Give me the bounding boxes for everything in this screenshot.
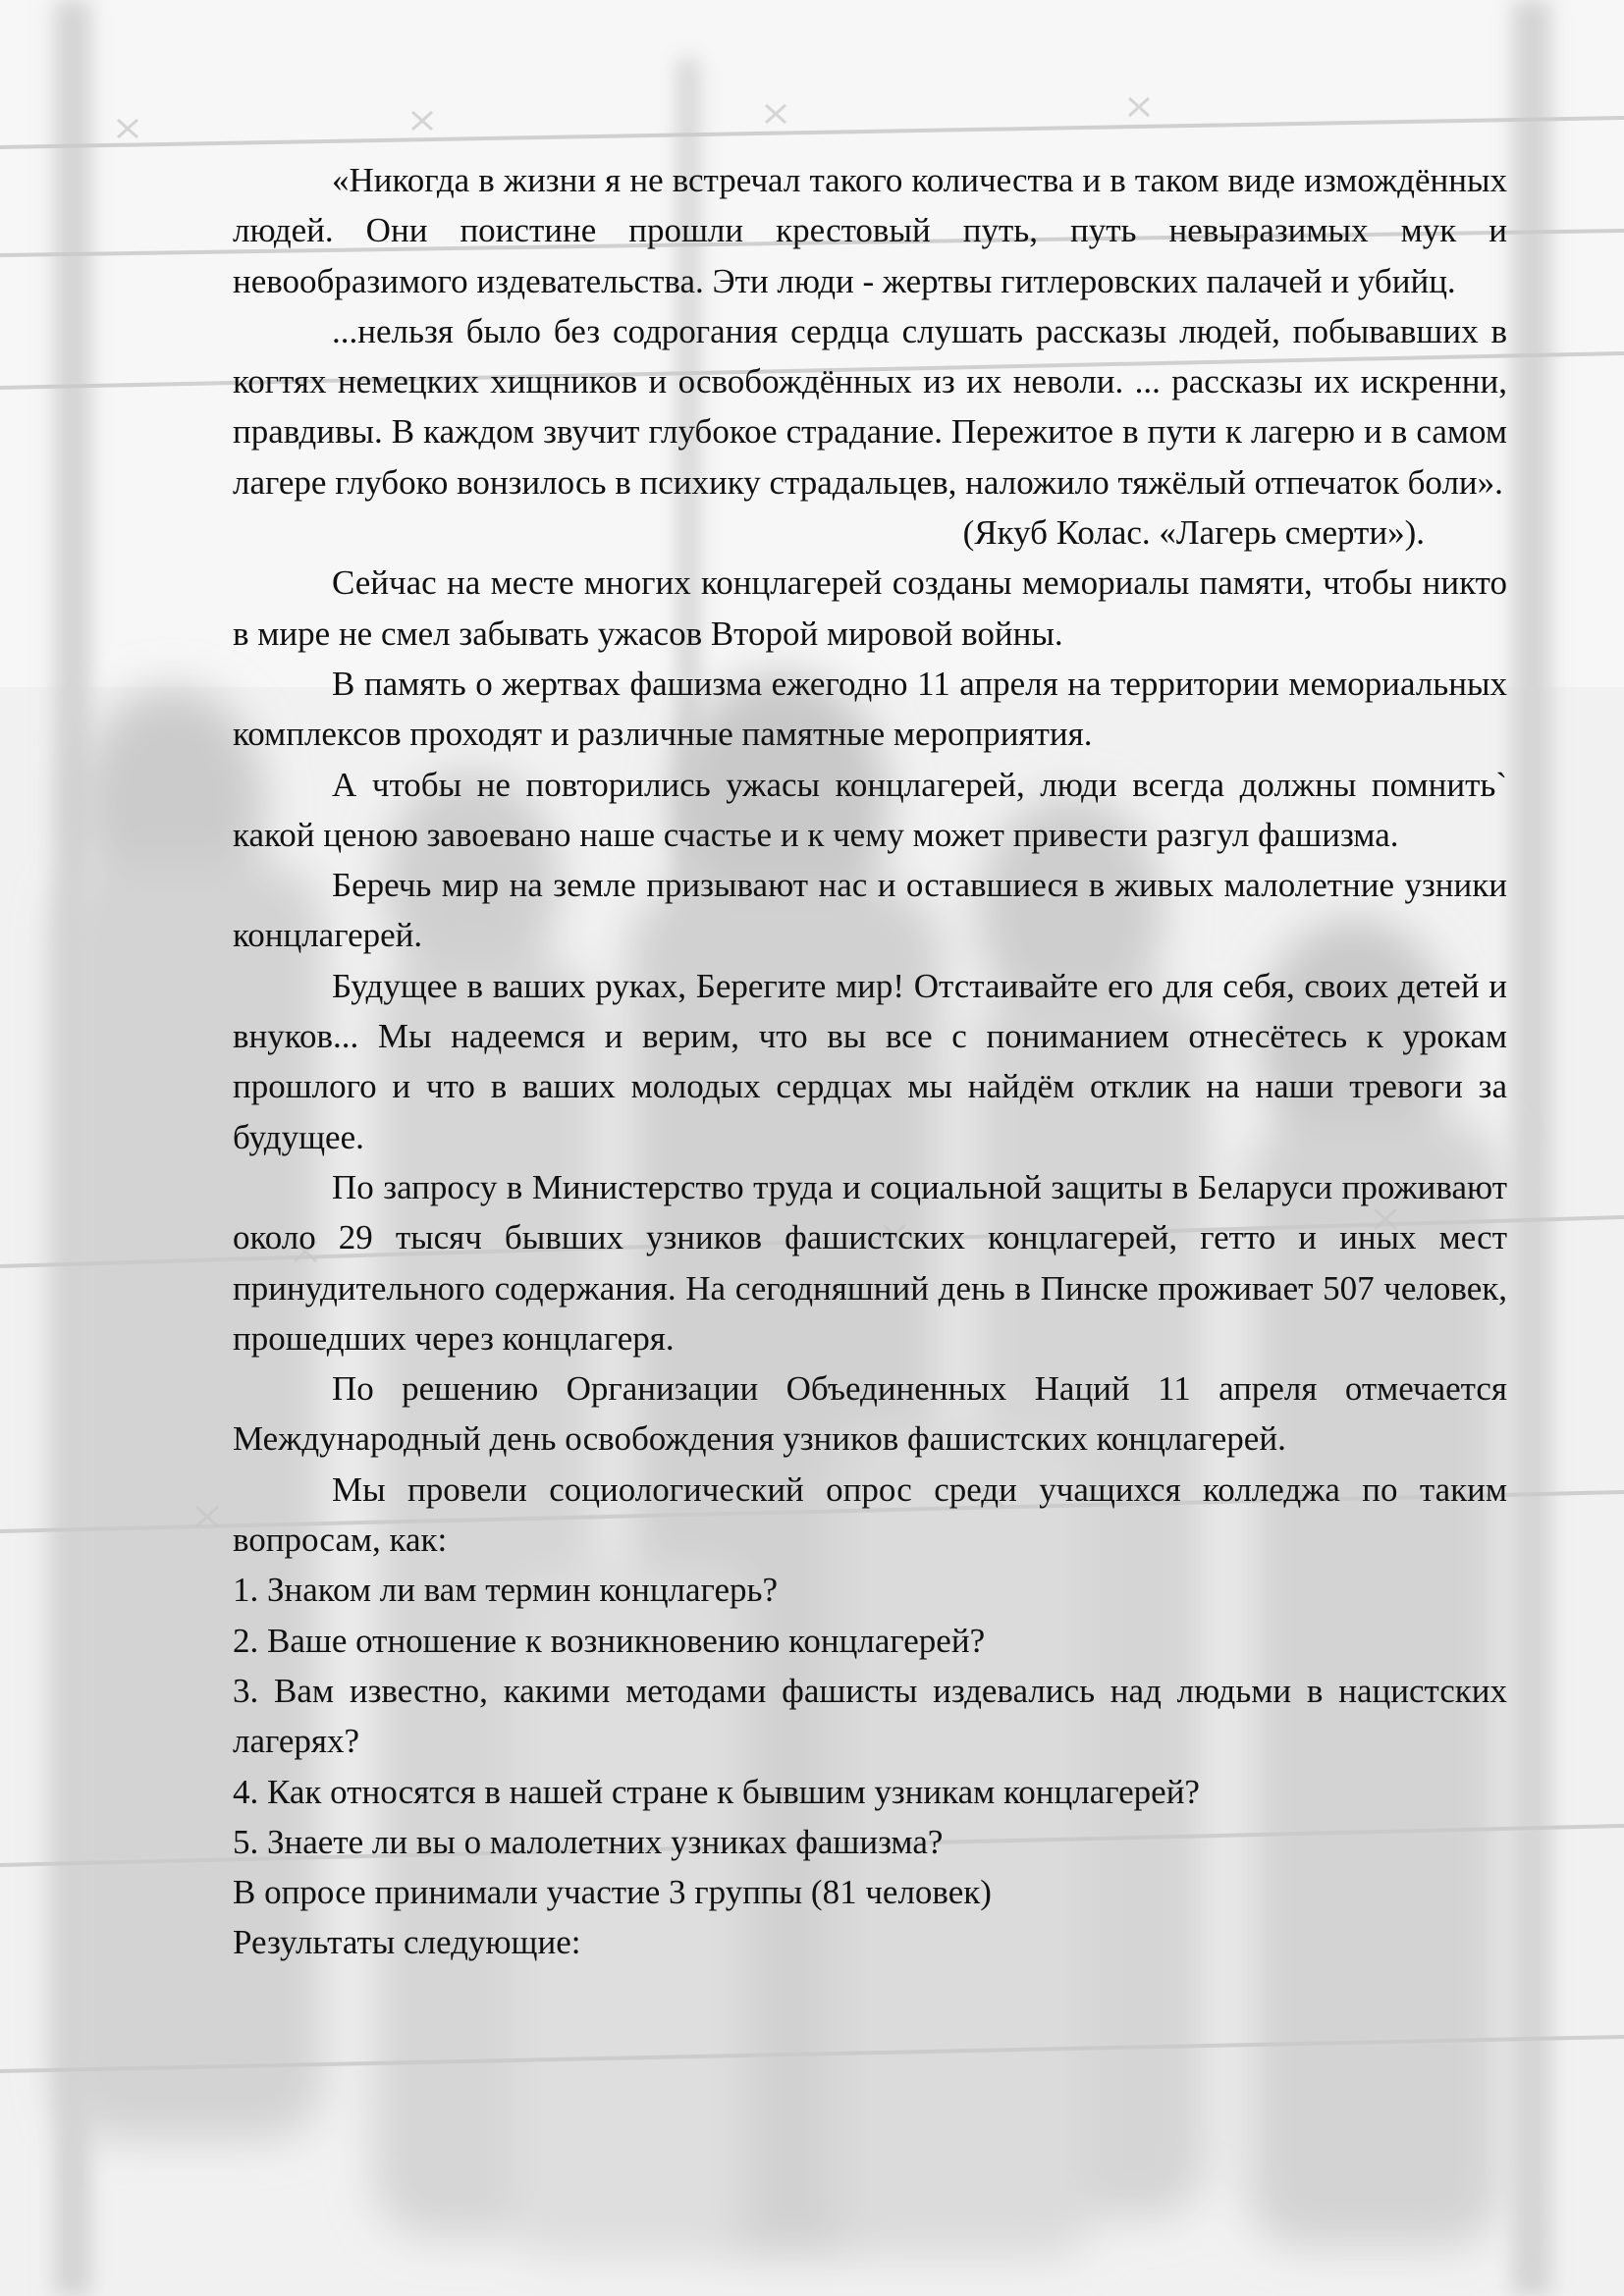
body-paragraph-peace-call: Беречь мир на земле призывают нас и оставшиеся в живых малолетние узники концлагерей.	[233, 866, 1507, 955]
survey-question: 3. Вам известно, какими методами фашисты издевались над людьми в нацистских лагерях?	[233, 1671, 1507, 1761]
quote-citation: (Якуб Колас. «Лагерь смерти»).	[962, 513, 1425, 553]
quote-paragraph-1: «Никогда в жизни я не встречал такого количества и в таком виде измождённых людей. Они поистине прошли крестовый путь, путь невыразимых мук и невообразимого издевательства. Эти люди - жертвы гитлеровских палачей и убийц.	[233, 161, 1507, 300]
survey-question: 4. Как относятся в нашей стране к бывшим узникам концлагерей?	[233, 1772, 1200, 1811]
document-body	[233, 155, 1507, 1968]
body-paragraph-future: Будущее в ваших руках, Берегите мир! Отстаивайте его для себя, своих детей и внуков... Мы надеемся и верим, что вы все с пониманием отнесётесь к урокам прошлого и что в ваших молодых сердцах мы найдём отклик на наши тревоги за будущее.	[233, 966, 1507, 1156]
body-paragraph-memorials: Сейчас на месте многих концлагерей созданы мемориалы памяти, чтобы никто в мире не смел забывать ужасов Второй мировой войны.	[233, 563, 1507, 653]
body-paragraph-statistics: По запросу в Министерство труда и социальной защиты в Беларуси проживают около 29 тысяч бывших узников фашистских концлагерей, гетто и иных мест принудительного содержания. На сегодняшний день в Пинске проживает 507 человек, прошедших через концлагеря.	[233, 1167, 1507, 1358]
survey-question: 5. Знаете ли вы о малолетних узниках фашизма?	[233, 1822, 944, 1861]
survey-question: 2. Ваше отношение к возникновению концлагерей?	[233, 1621, 986, 1660]
quote-paragraph-2: ...нельзя было без содрогания сердца слушать рассказы людей, побывавших в когтях немецких хищников и освобождённых из их неволи. ... рассказы их искренни, правдивы. В каждом звучит глубокое страдание. Пережитое в пути к лагерю и в самом лагере глубоко вонзилось в психику страдальцев, наложило тяжёлый отпечаток боли».	[233, 311, 1507, 502]
body-paragraph-un-decision: По решению Организации Объединенных Наций 11 апреля отмечается Международный день освобождения узников фашистских концлагерей.	[233, 1369, 1507, 1459]
results-label: Результаты следующие:	[233, 1923, 581, 1962]
body-paragraph-survey-intro: Мы провели социологический опрос среди учащихся колледжа по таким вопросам, как:	[233, 1469, 1507, 1560]
survey-participants-note: В опросе принимали участие 3 группы (81 человек)	[233, 1873, 992, 1912]
body-paragraph-april-11: В память о жертвах фашизма ежегодно 11 апреля на территории мемориальных комплексов проходят и различные памятные мероприятия.	[233, 664, 1507, 754]
survey-question: 1. Знаком ли вам термин концлагерь?	[233, 1571, 778, 1610]
body-paragraph-remember: А чтобы не повторились ужасы концлагерей, люди всегда должны помнить` какой ценою завоевано наше счастье и к чему может привести разгул фашизма.	[233, 765, 1507, 854]
